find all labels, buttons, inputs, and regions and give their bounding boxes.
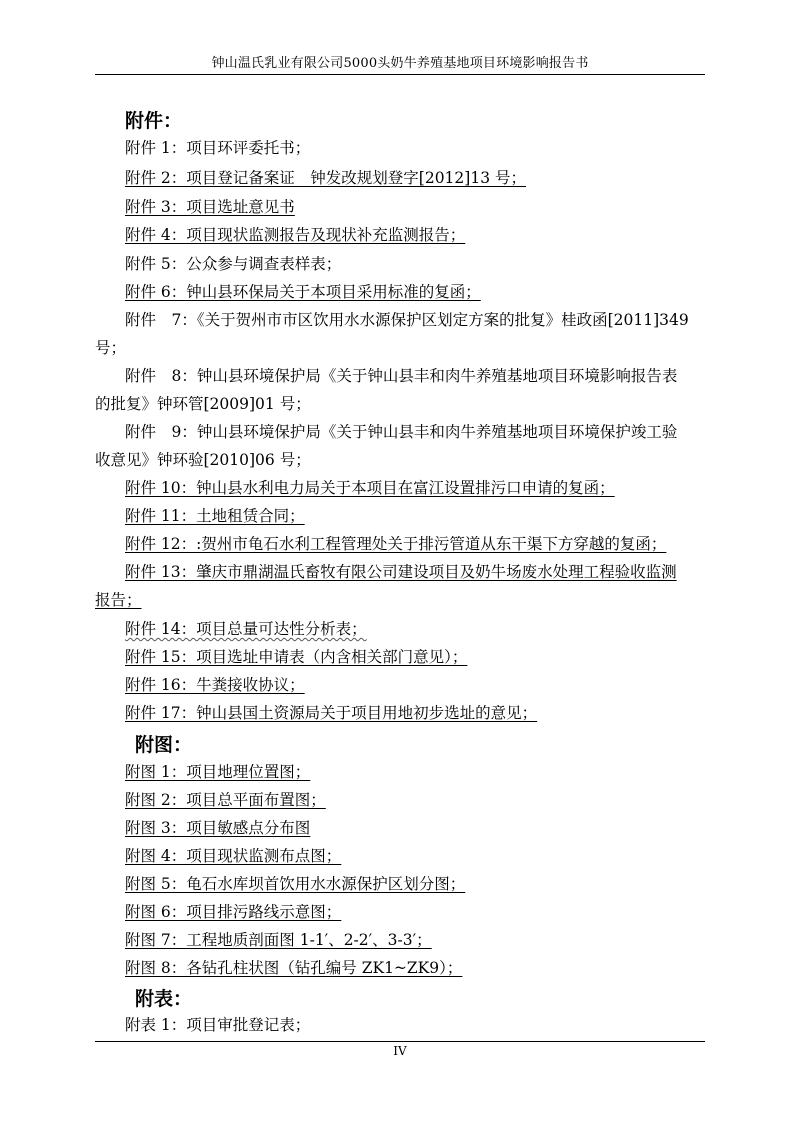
- attachment-item-13-cont[interactable]: 报告；: [95, 591, 142, 609]
- attachment-item-8-cont: 的批复》钟环管[2009]01 号；: [95, 395, 311, 413]
- figure-item-6[interactable]: 附图 6：项目排污路线示意图；: [125, 903, 342, 921]
- attachments-heading: 附件：: [125, 110, 183, 132]
- attachment-item-13[interactable]: 附件 13：肇庆市鼎湖温氏畜牧有限公司建设项目及奶牛场废水处理工程验收监测: [125, 563, 677, 581]
- header-rule: [95, 74, 705, 75]
- tables-heading: 附表：: [135, 988, 193, 1010]
- attachment-item-10[interactable]: 附件 10：钟山县水利电力局关于本项目在富江设置排污口申请的复函；: [125, 479, 615, 497]
- figure-item-8[interactable]: 附图 8：各钻孔柱状图（钻孔编号 ZK1~ZK9）；: [125, 959, 463, 977]
- attachment-item-7-cont: 号；: [95, 339, 127, 357]
- attachment-item-4[interactable]: 附件 4：项目现状监测报告及现状补充监测报告；: [125, 226, 466, 244]
- page-header: 钟山温氏乳业有限公司5000头奶牛养殖基地项目环境影响报告书: [211, 56, 589, 71]
- attachment-item-15[interactable]: 附件 15：项目选址申请表（内含相关部门意见）；: [125, 648, 468, 666]
- attachment-item-14[interactable]: 附件 14：项目总量可达性分析表；: [125, 620, 367, 638]
- attachment-item-12[interactable]: 附件 12：:贺州市龟石水利工程管理处关于排污管道从东干渠下方穿越的复函；: [125, 535, 667, 553]
- figure-item-1[interactable]: 附图 1：项目地理位置图；: [125, 763, 311, 781]
- attachment-item-17[interactable]: 附件 17：钟山县国土资源局关于项目用地初步选址的意见；: [125, 704, 538, 722]
- figure-item-2[interactable]: 附图 2：项目总平面布置图；: [125, 791, 326, 809]
- attachment-item-16[interactable]: 附件 16：牛粪接收协议；: [125, 676, 305, 694]
- attachment-item-8: 附件 8：钟山县环境保护局《关于钟山县丰和肉牛养殖基地项目环境影响报告表: [125, 367, 678, 385]
- footer-rule: [95, 1041, 705, 1042]
- attachment-item-2[interactable]: 附件 2：项目登记备案证 钟发改规划登字[2012]13 号；: [125, 169, 526, 187]
- page-number: IV: [393, 1044, 407, 1058]
- figures-heading: 附图：: [135, 734, 193, 756]
- attachment-item-5: 附件 5：公众参与调查表样表；: [125, 255, 342, 273]
- attachment-item-1: 附件 1：项目环评委托书；: [125, 139, 311, 157]
- attachment-item-11[interactable]: 附件 11：土地租赁合同；: [125, 507, 305, 525]
- attachment-item-9: 附件 9：钟山县环境保护局《关于钟山县丰和肉牛养殖基地项目环境保护竣工验: [125, 423, 678, 441]
- attachment-item-6[interactable]: 附件 6：钟山县环保局关于本项目采用标准的复函；: [125, 283, 481, 301]
- attachment-item-3[interactable]: 附件 3：项目选址意见书: [125, 198, 295, 216]
- attachment-item-9-cont: 收意见》钟环验[2010]06 号；: [95, 451, 311, 469]
- table-item-1: 附表 1：项目审批登记表；: [125, 1016, 311, 1034]
- figure-item-3[interactable]: 附图 3：项目敏感点分布图: [125, 819, 311, 837]
- figure-item-7[interactable]: 附图 7：工程地质剖面图 1-1′、2-2′、3-3′；: [125, 931, 432, 949]
- attachment-item-7: 附件 7：《关于贺州市市区饮用水水源保护区划定方案的批复》桂政函[2011]349: [125, 311, 689, 329]
- figure-item-5[interactable]: 附图 5：龟石水库坝首饮用水水源保护区划分图；: [125, 875, 466, 893]
- figure-item-4[interactable]: 附图 4：项目现状监测布点图；: [125, 847, 342, 865]
